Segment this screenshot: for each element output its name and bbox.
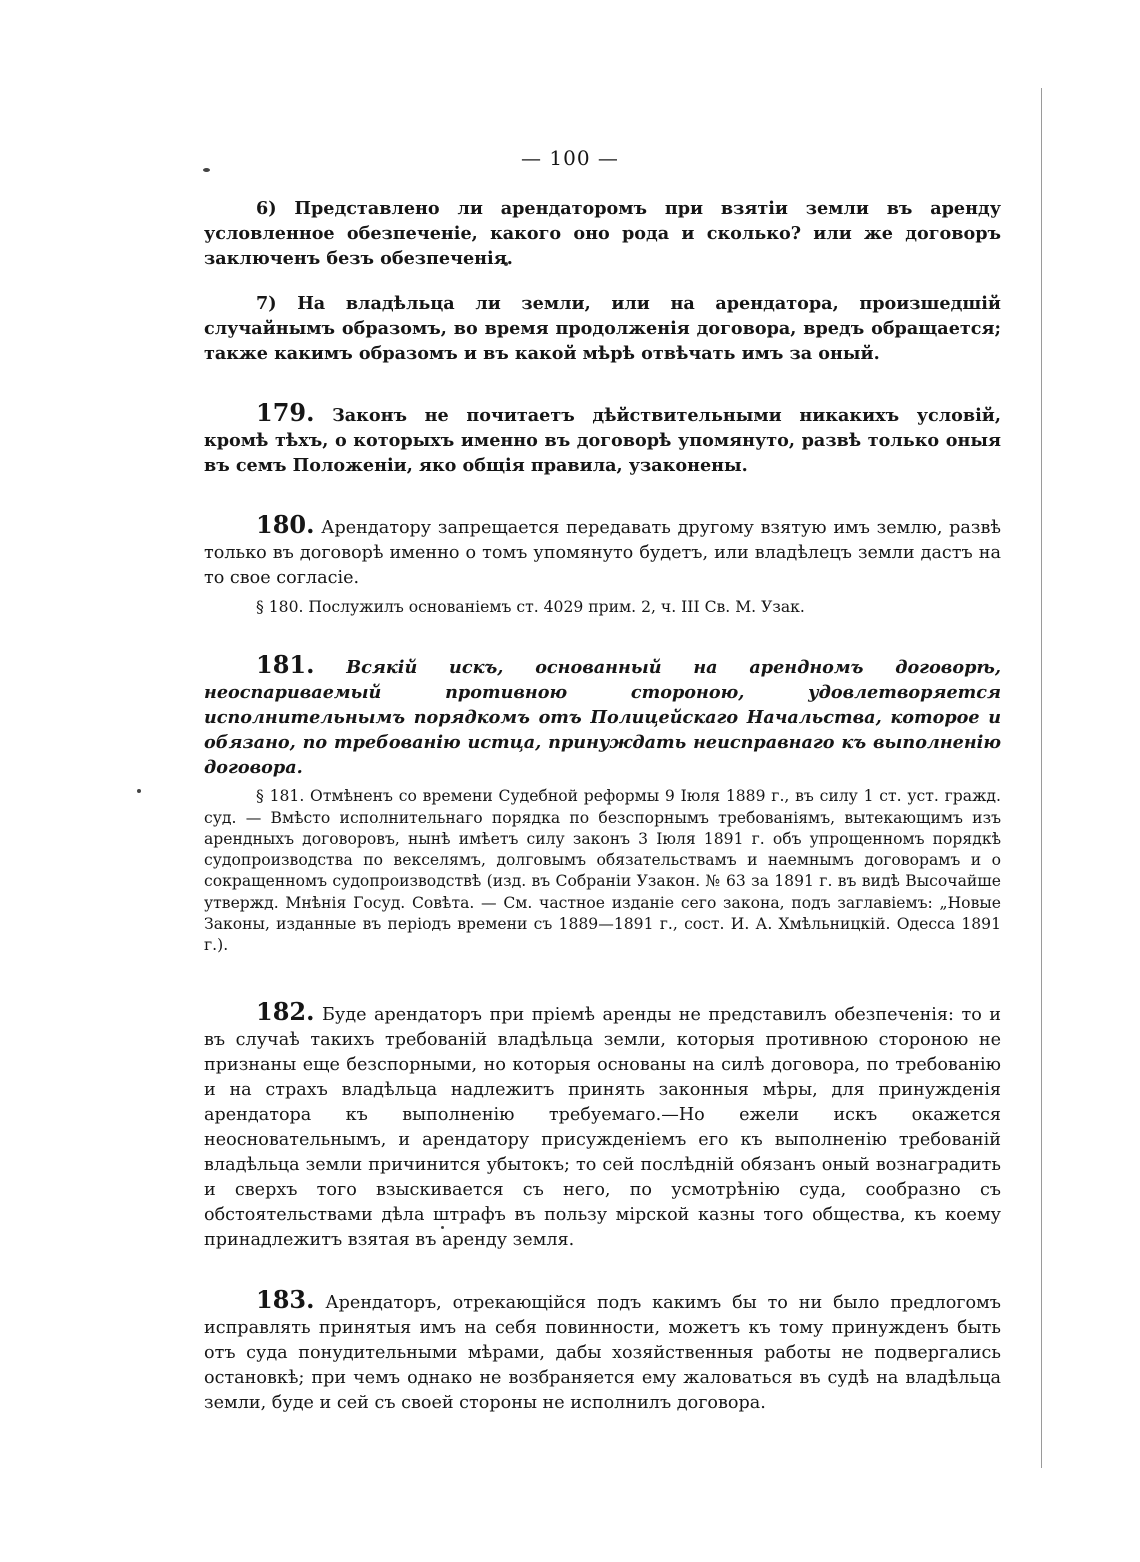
article-text: Буде арендаторъ при пріемѣ аренды не представилъ обезпеченія: то и въ случаѣ такихъ требованій владѣльца земли, которыя противною стороною не признаны еще безспорными, но которыя основаны на силѣ договора, по требованію и на страхъ владѣльца надлежитъ принять законныя мѣры, для принужденія арендатора къ выполненію требуемаго.—Но ежели искъ окажется неосновательнымъ, и арендатору присужденіемъ его къ выполненію требованій владѣльца земли причинится убытокъ; то сей послѣдній обязанъ оный вознаградить и сверхъ того взыскивается съ него, по усмотрѣнію суда, сообразно съ обстоятельствами дѣла штрафъ въ пользу мірской казны того общества, къ коему принадлежитъ взятая въ аренду земля. <box>204 1004 1002 1250</box>
document-body <box>204 196 1001 1416</box>
page-edge-line <box>1041 88 1042 1468</box>
item-6: 6) Представлено ли арендаторомъ при взятіи земли въ аренду условленное обезпеченіе, какого оно рода и сколько? или же договоръ заключенъ безъ обезпеченія. <box>204 198 1001 269</box>
item-7: 7) На владѣльца ли земли, или на арендатора, произшедшій случайнымъ образомъ, во время продолженія договора, вредъ обращается; также какимъ образомъ и въ какой мѣрѣ отвѣчать имъ за оный. <box>204 293 1001 364</box>
article-180 <box>204 512 1001 591</box>
article-text: Арендатору запрещается передавать другому взятую имъ землю, развѣ только въ договорѣ именно о томъ упомянуто будетъ, или владѣлецъ земли дастъ на то свое согласіе. <box>204 518 1001 588</box>
article-number: 180. <box>256 510 315 539</box>
note-180: § 180. Послужилъ основаніемъ ст. 4029 прим. 2, ч. III Св. М. Узак. <box>256 598 805 616</box>
article-text: Всякій искъ, основанный на арендномъ договорѣ, неоспариваемый противною стороною, удовлетворяется исполнительнымъ порядкомъ отъ Полицейскаго Начальства, которое и обязано, по требованію истца, принуждать неисправнаго къ выполненію договора. <box>204 657 1001 779</box>
article-text: Законъ не почитаетъ дѣйствительными никакихъ условій, кромѣ тѣхъ, о которыхъ именно въ договорѣ упомянуто, развѣ только оныя въ семъ Положеніи, яко общія правила, узаконены. <box>204 405 1001 476</box>
article-181 <box>204 652 1001 780</box>
article-182 <box>204 996 1002 1253</box>
article-text: Арендаторъ, отрекающійся подъ какимъ бы то ни было предлогомъ исправлять принятыя имъ на себя повинности, можетъ къ тому принужденъ быть отъ суда понудительными мѣрами, дабы хозяйственныя работы не подвергались остановкѣ; при чемъ однако не возбраняется ему жаловаться въ судѣ на владѣльца земли, буде и сей съ своей стороны не исполнилъ договора. <box>204 1292 1001 1413</box>
article-179 <box>204 400 1001 478</box>
article-183 <box>204 1284 1001 1416</box>
article-number: 179. <box>256 398 315 427</box>
article-number: 181. <box>256 650 315 680</box>
page-number: — 100 — <box>521 146 619 170</box>
article-number: 182. <box>256 996 315 1026</box>
scan-speck <box>137 789 141 793</box>
article-number: 183. <box>256 1284 315 1314</box>
note-181: § 181. Отмѣненъ со времени Судебной реформы 9 Іюля 1889 г., въ силу 1 ст. уст. гражд. суд. — Вмѣсто исполнительнаго порядка по безспорнымъ требованіямъ, вытекающимъ изъ арендныхъ договоровъ, нынѣ имѣетъ силу законъ 3 Іюля 1891 г. объ упрощенномъ порядкѣ судопроизводства по векселямъ, долговымъ обязательствамъ и наемнымъ договорамъ и о сокращенномъ судопроизводствѣ (изд. въ Собраніи Узакон. № 63 за 1891 г. въ видѣ Высочайше утвержд. Мнѣнія Госуд. Совѣта. — См. частное изданіе сего закона, подъ заглавіемъ: „Новые Законы, изданные въ періодъ времени съ 1889—1891 г., сост. И. А. Хмѣльницкій. Одесса 1891 г.). <box>204 787 1001 955</box>
